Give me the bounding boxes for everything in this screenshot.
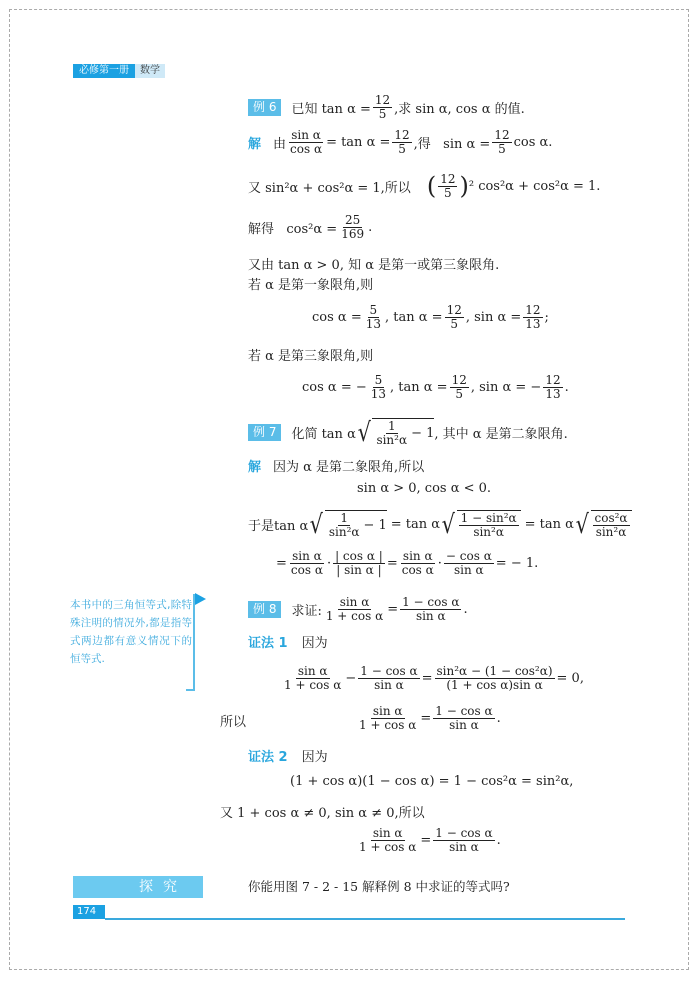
example6-line6: 若 α 是第三象限角,则 [248, 349, 374, 364]
fraction: $\frac{12}{5}$ [374, 93, 391, 121]
sqrt: √ $\frac{1}{\text{sin²α}}$ − 1 [357, 417, 435, 448]
example7-line4: = $\frac{\text{sin α}}{\text{cos α}}$ · $\frac{\text{| cos α |}}{\text{| sin α |}}$ = $\frac{\text{sin α}}{\text{cos α}}$ · $\frac{\text{− cos α}}{\text{sin α}}$ = − 1. [276, 549, 539, 577]
proof2-heading: 证法 2 因为 [248, 746, 328, 765]
example-tag: 例 8 [248, 601, 281, 618]
proof1-heading: 证法 1 因为 [248, 632, 328, 651]
example7-problem: 例 7 化简 tan α √ $\frac{1}{\text{sin²α}}$ − 1 , 其中 α 是第二象限角. [248, 418, 568, 447]
example7-line2: sin α > 0, cos α < 0. [357, 481, 492, 496]
margin-note-bar [193, 594, 195, 690]
flag-arrow-icon [195, 593, 206, 605]
proof2-line2: 又 1 + cos α ≠ 0, sin α ≠ 0,所以 [220, 806, 425, 821]
proof2-conclusion: $\frac{\text{sin α}}{\text{1 + cos α}}$ = $\frac{\text{1 − cos α}}{\text{sin α}}$ . [359, 826, 501, 854]
solution-label: 解 [248, 460, 262, 475]
explore-question: 你能用图 7 - 2 - 15 解释例 8 中求证的等式吗? [248, 879, 510, 894]
margin-note-bar-foot [186, 689, 195, 691]
book-title: 必修第一册 [73, 64, 135, 78]
book-header [73, 64, 165, 78]
margin-note: 本书中的三角恒等式,除特殊注明的情况外,都是指等式两边都有意义情况下的恒等式. [70, 599, 192, 665]
example6-line2: 又 sin²α + cos²α = 1,所以 ( $\frac{12}{5}$ ) ² cos²α + cos²α = 1. [248, 171, 601, 200]
example6-line4: 又由 tan α > 0, 知 α 是第一或第三象限角. [248, 258, 500, 273]
proof1-equation: $\frac{\text{sin α}}{\text{1 + cos α}}$ − $\frac{\text{1 − cos α}}{\text{sin α}}$ = $\frac{\text{sin²α − (1 − cos²α)}}{\text{(1 + cos α)sin α}}$ = 0, [284, 664, 584, 692]
example-tag: 例 6 [248, 99, 281, 116]
proof-label: 证法 2 [248, 750, 288, 765]
example6-line5: 若 α 是第一象限角,则 [248, 278, 374, 293]
so-label: 所以 [220, 715, 247, 730]
example7-line1: 解 因为 α 是第二象限角,所以 [248, 456, 424, 475]
example7-line3: 于是tan α √ $\frac{1}{\text{sin²α}}$ − 1 = tan α √ $\frac{\text{1 − sin²α}}{\text{sin²α}}$ = tan α √ $\frac{\text{cos²α}}{\text{sin²α}}$ [248, 510, 632, 539]
proof1-conclusion: $\frac{\text{sin α}}{\text{1 + cos α}}$ = $\frac{\text{1 − cos α}}{\text{sin α}}$ . [359, 704, 501, 732]
example6-line1: 解 由 $\frac{\text{sin α}}{\text{cos α}}$ = tan α = $\frac{12}{5}$ ,得 sin α = $\frac{12}{5}$ cos α. [248, 128, 553, 156]
example6-line3: 解得 cos²α = $\frac{25}{169}$ . [248, 213, 373, 241]
example6-case3: cos α = − $\frac{5}{13}$ , tan α = $\frac{12}{5}$ , sin α = − $\frac{12}{13}$ . [302, 373, 569, 401]
example6-problem: 例 6 已知 tan α = $\frac{12}{5}$ ,求 sin α, cos α 的值. [248, 94, 525, 121]
example8-problem: 例 8 求证: $\frac{\text{sin α}}{\text{1 + cos α}}$ = $\frac{\text{1 − cos α}}{\text{sin α}}$ . [248, 596, 468, 623]
explore-banner: 探究 [73, 876, 203, 898]
proof-label: 证法 1 [248, 636, 288, 651]
subject-label: 数学 [135, 64, 165, 78]
example-tag: 例 7 [248, 424, 281, 441]
solution-label: 解 [248, 137, 262, 152]
proof2-line1: (1 + cos α)(1 − cos α) = 1 − cos²α = sin²α, [290, 774, 574, 789]
example6-case1: cos α = $\frac{5}{13}$ , tan α = $\frac{12}{5}$ , sin α = $\frac{12}{13}$ ; [312, 303, 549, 331]
footer-rule [105, 918, 625, 920]
page-number: 174 [73, 905, 105, 919]
